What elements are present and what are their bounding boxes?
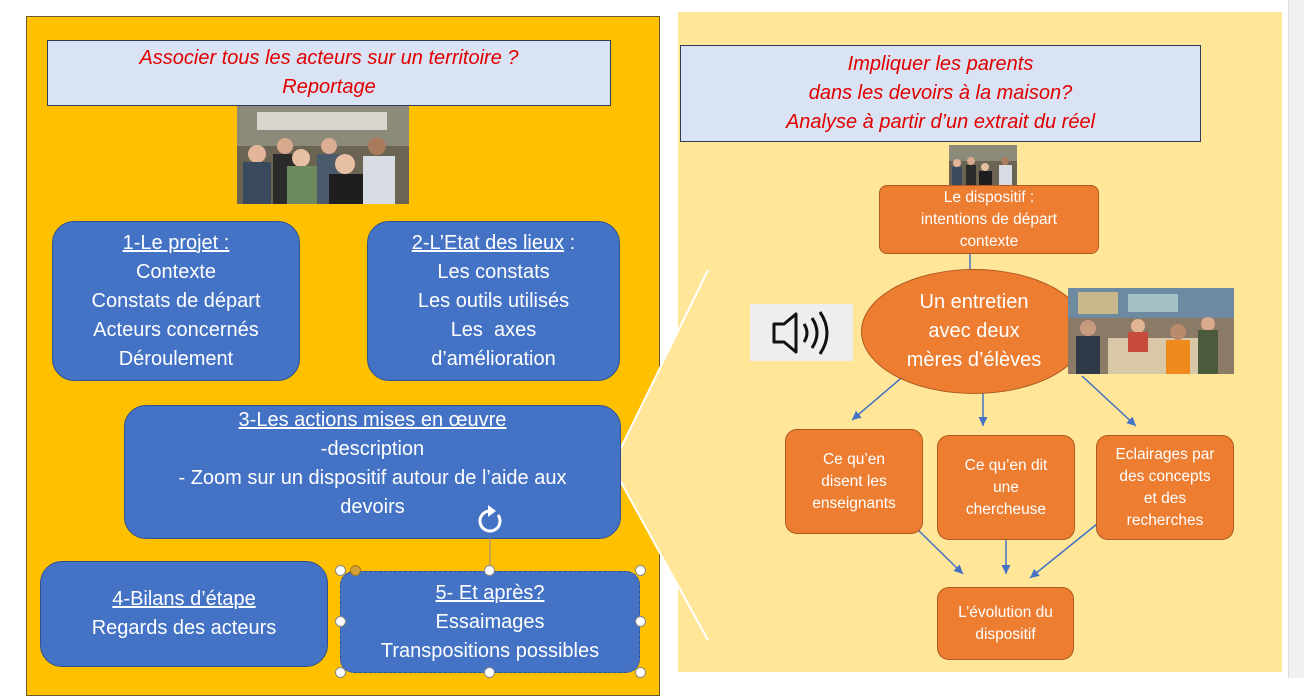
adjust-handle[interactable] (350, 565, 361, 576)
box5-line: Essaimages (435, 610, 545, 633)
resize-handle[interactable] (635, 667, 646, 678)
box2-line: Les constats (437, 260, 550, 283)
right-title-line1: Impliquer les parents (847, 53, 1034, 75)
enseignants-line: enseignants (812, 494, 896, 512)
box2-line: d’amélioration (431, 347, 556, 370)
resize-handle[interactable] (335, 667, 346, 678)
box5-heading: 5- Et après? (435, 581, 545, 604)
chercheuse-line: Ce qu’en dit (964, 456, 1048, 474)
speaker-icon[interactable] (750, 304, 853, 361)
chercheuse-line: une (993, 478, 1019, 496)
right-title-box (680, 45, 1201, 142)
box3-line: -description (320, 438, 425, 460)
box3-heading: 3-Les actions mises en œuvre (238, 409, 507, 431)
box3-line: devoirs (340, 496, 405, 518)
box-et-apres[interactable] (340, 571, 640, 673)
entretien-line: avec deux (928, 320, 1020, 342)
eclairages-line: des concepts (1119, 467, 1211, 485)
left-title-line2: Reportage (282, 76, 376, 98)
evolution-line: dispositif (975, 625, 1036, 643)
entretien-line: mères d’élèves (906, 349, 1042, 371)
box2-line: Les axes (450, 318, 537, 341)
box2-heading-row (368, 229, 619, 258)
box-enseignants[interactable] (785, 429, 923, 534)
scrollbar[interactable] (1288, 0, 1304, 678)
box-evolution[interactable] (937, 587, 1074, 660)
resize-handle[interactable] (484, 667, 495, 678)
left-title-box (47, 40, 611, 106)
small-group-photo (949, 145, 1017, 185)
left-title-line1: Associer tous les acteurs sur un territoire ? (139, 47, 519, 69)
box1-line: Acteurs concernés (93, 318, 259, 341)
box4-heading: 4-Bilans d’étape (112, 588, 256, 610)
evolution-line: L’évolution du (958, 603, 1053, 621)
box2-heading-suffix: : (564, 231, 576, 254)
dispositif-line: intentions de départ (920, 210, 1058, 228)
box2-heading: 2-L’Etat des lieux (411, 231, 565, 254)
chercheuse-line: chercheuse (965, 500, 1047, 518)
right-title-line2: dans les devoirs à la maison? (808, 82, 1073, 104)
resize-handle[interactable] (635, 616, 646, 627)
resize-handle[interactable] (335, 565, 346, 576)
box-actions[interactable] (124, 405, 621, 539)
right-title-line3: Analyse à partir d’un extrait du réel (785, 111, 1096, 133)
box-eclairages[interactable] (1096, 435, 1234, 540)
resize-handle[interactable] (335, 616, 346, 627)
enseignants-line: Ce qu’en (822, 450, 886, 468)
box4-line: Regards des acteurs (91, 617, 277, 639)
box1-line: Déroulement (118, 347, 234, 370)
box2-line: Les outils utilisés (417, 289, 570, 312)
ellipse-entretien[interactable] (861, 269, 1087, 394)
box1-heading: 1-Le projet : (122, 231, 230, 254)
group-photo (237, 106, 409, 204)
rotate-handle[interactable] (470, 500, 510, 570)
box3-line: - Zoom sur un dispositif autour de l’aide aux (178, 467, 567, 489)
eclairages-line: et des (1143, 489, 1187, 507)
dispositif-line: Le dispositif : (943, 188, 1035, 206)
box1-line: Contexte (135, 260, 217, 283)
box-dispositif[interactable] (879, 185, 1099, 254)
box5-line: Transpositions possibles (380, 639, 600, 662)
resize-handle[interactable] (635, 565, 646, 576)
resize-handle[interactable] (484, 565, 495, 576)
box-le-projet[interactable] (52, 221, 300, 381)
eclairages-line: Eclairages par (1115, 445, 1215, 463)
classroom-photo (1068, 288, 1234, 374)
box-etat-des-lieux[interactable] (367, 221, 620, 381)
box-chercheuse[interactable] (937, 435, 1075, 540)
enseignants-line: disent les (821, 472, 887, 490)
eclairages-line: recherches (1126, 511, 1204, 529)
dispositif-line: contexte (959, 232, 1019, 250)
box-bilans[interactable] (40, 561, 328, 667)
box1-line: Constats de départ (91, 289, 261, 312)
entretien-line: Un entretien (919, 291, 1029, 313)
